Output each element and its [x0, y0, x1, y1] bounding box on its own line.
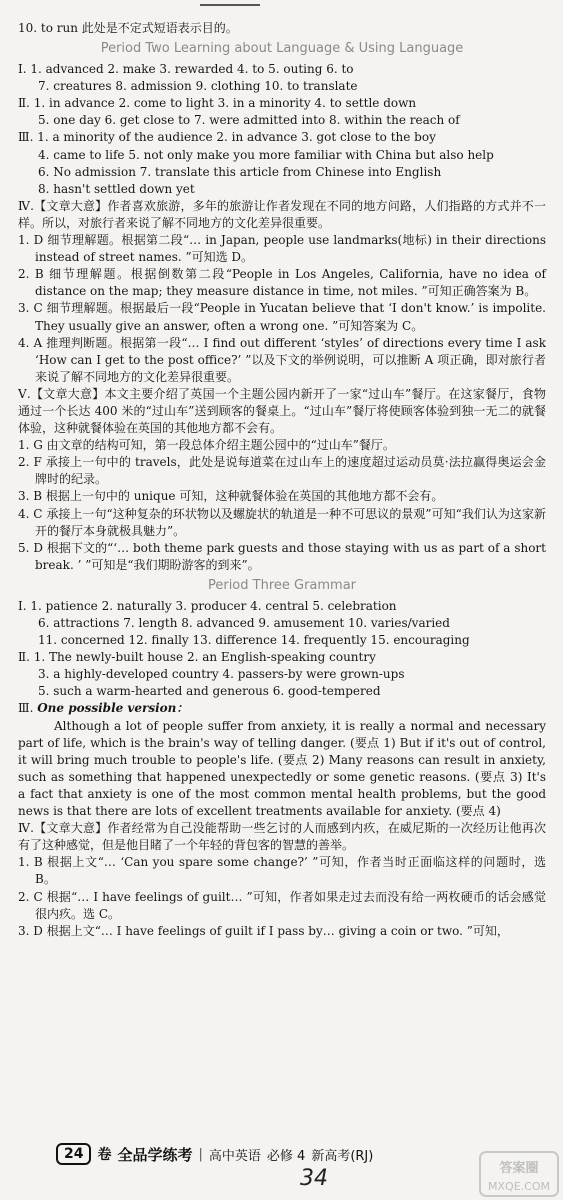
text-paragraph: Ⅳ.【文章大意】作者经常为自己没能帮助一些乞讨的人而感到内疚，在威尼斯的一次经历让他再次有了这种感觉，但是他目睹了一个年轻的背包客的智慧的善举。	[18, 821, 546, 853]
svg-text:MXQE.COM: MXQE.COM	[488, 1180, 550, 1193]
possible-version-label: One possible version：	[37, 701, 189, 716]
text-line	[18, 700, 546, 717]
answer-item: 4. C 承接上一句“这种复杂的环状物以及螺旋状的轨道是一种不可思议的景观”可知“我们认为这家新开的餐厅本身就极具魅力”。	[18, 506, 546, 538]
text-line: Ⅱ. 1. The newly-built house 2. an English-speaking country	[18, 650, 376, 665]
volume-mark: 卷	[97, 1147, 112, 1163]
brand-name: 全品学练考	[117, 1145, 193, 1164]
text-line: Ⅱ. 1. in advance 2. come to light 3. in a minority 4. to settle down	[18, 96, 417, 111]
text-line: 7. creatures 8. admission 9. clothing 10. to translate	[38, 79, 358, 94]
text-line: 6. attractions 7. length 8. advanced 9. amusement 10. varies/varied	[38, 616, 450, 630]
answer-item: 1. D 细节理解题。根据第二段“… in Japan, people use landmarks(地标) in their directions instead of street names. ”可知选 D。	[18, 233, 546, 265]
text-line: 8. hasn't settled down yet	[38, 181, 195, 196]
answer-item: 3. C 细节理解题。根据最后一段“People in Yucatan believe that ‘I don't know.’ is impolite. They usually give an answer, often a wrong one. ”可知答案为 C。	[18, 301, 546, 333]
svg-text:答案圈: 答案圈	[499, 1161, 539, 1176]
text-line: 3. a highly-developed country 4. passers-by were grown-ups	[38, 667, 405, 682]
watermark-logo	[478, 1150, 560, 1198]
sample-essay: Although a lot of people suffer from anxiety, it is really a normal and necessary part of life, which is the brain's way of telling danger. (要点 1) But if it's out of control, it will bring much trouble to people's life. (要点 2) Many reasons can result in anxiety, such as something that happened unexpectedly or some genetic reasons. (要点 3) It's a fact that anxiety is one of the most common mental health problems, but the good news is that there are lots of excellent treatments available for anxiety. (要点 4)	[18, 718, 546, 819]
subject-label: 高中英语	[208, 1148, 261, 1164]
answer-item: 1. B 根据上文“… ‘Can you spare some change?’ ”可知，作者当时正面临这样的问题时，选 B。	[18, 855, 546, 887]
section-heading: Period Two Learning about Language & Using Language	[100, 41, 464, 57]
text-line: 10. to run 此处是不定式短语表示目的。	[18, 21, 238, 35]
text-line: Ⅲ. 1. a minority of the audience 2. in advance 3. got close to the boy	[18, 130, 436, 145]
text-line: 5. one day 6. get close to 7. were admitted into 8. within the reach of	[38, 113, 460, 128]
text-line: Ⅰ. 1. patience 2. naturally 3. producer 4. central 5. celebration	[18, 598, 397, 613]
handwritten-page-number: 34	[300, 1166, 328, 1191]
section-heading: Period Three Grammar	[207, 577, 357, 593]
footer-separator: |	[198, 1146, 203, 1162]
volume-label: 必修 4	[266, 1148, 306, 1164]
page-number: 24	[56, 1143, 91, 1165]
page-footer	[56, 1143, 373, 1165]
text-paragraph: Ⅴ.【文章大意】本文主要介绍了英国一个主题公园内新开了一家“过山车”餐厅。在这家餐厅，食物通过一个长达 400 米的“过山车”送到顾客的餐桌上。“过山车”餐厅将使顾客体验到独一无二的就餐体验，这种就餐体验在英国的其他地方都不会有。	[18, 386, 546, 436]
edition-label: 新高考(RJ)	[311, 1148, 374, 1164]
answer-item: 1. G 由文章的结构可知，第一段总体介绍主题公园中的“过山车”餐厅。	[18, 438, 395, 453]
answer-item: 2. C 根据“… I have feelings of guilt… ”可知，作者如果走过去而没有给一两枚硬币的话会感觉很内疚。选 C。	[18, 889, 546, 921]
answer-item: 2. F 承接上一句中的 travels，此处是说每道菜在过山车上的速度超过运动员莫·法拉赢得奥运会金牌时的纪录。	[18, 455, 546, 487]
answer-item: 5. D 根据下文的“‘… both theme park guests and those staying with us as part of a short break. ’ ”可知是“我们期盼游客的到来”。	[18, 540, 546, 572]
answer-item: 4. A 推理判断题。根据第一段“… I find out different ‘styles’ of directions every time I ask ‘How can I get to the post office?’ ”以及下文的举例说明，可以推断 A 项正确，即对旅行者来说了解不同地方的文化差异很重要。	[18, 335, 546, 384]
answer-item: 2. B 细节理解题。根据倒数第二段“People in Los Angeles, California, have no idea of distance on the map; they measure distance in time, not miles. ”可知正确答案为 B。	[18, 267, 546, 299]
answer-item: 3. D 根据上文“… I have feelings of guilt if I pass by… giving a coin or two. ”可知，	[18, 923, 509, 938]
text-line: 11. concerned 12. finally 13. difference 14. frequently 15. encouraging	[38, 633, 470, 648]
text-line: 6. No admission 7. translate this article from Chinese into English	[38, 164, 442, 179]
answer-item: 3. B 根据上一句中的 unique 可知，这种就餐体验在英国的其他地方都不会有。	[18, 489, 444, 504]
text-line: 5. such a warm-hearted and generous 6. good-tempered	[38, 684, 381, 699]
text-paragraph: Ⅳ.【文章大意】作者喜欢旅游，多年的旅游让作者发现在不同的地方问路，人们指路的方式并不一样。所以，对旅行者来说了解不同地方的文化差异很重要。	[18, 198, 546, 230]
text-line: Ⅰ. 1. advanced 2. make 3. rewarded 4. to 5. outing 6. to	[18, 62, 354, 77]
answer-key-content	[18, 20, 546, 940]
section-number: Ⅲ.	[18, 701, 34, 716]
text-line: 4. came to life 5. not only make you more familiar with China but also help	[38, 147, 494, 162]
top-rule	[200, 4, 260, 6]
